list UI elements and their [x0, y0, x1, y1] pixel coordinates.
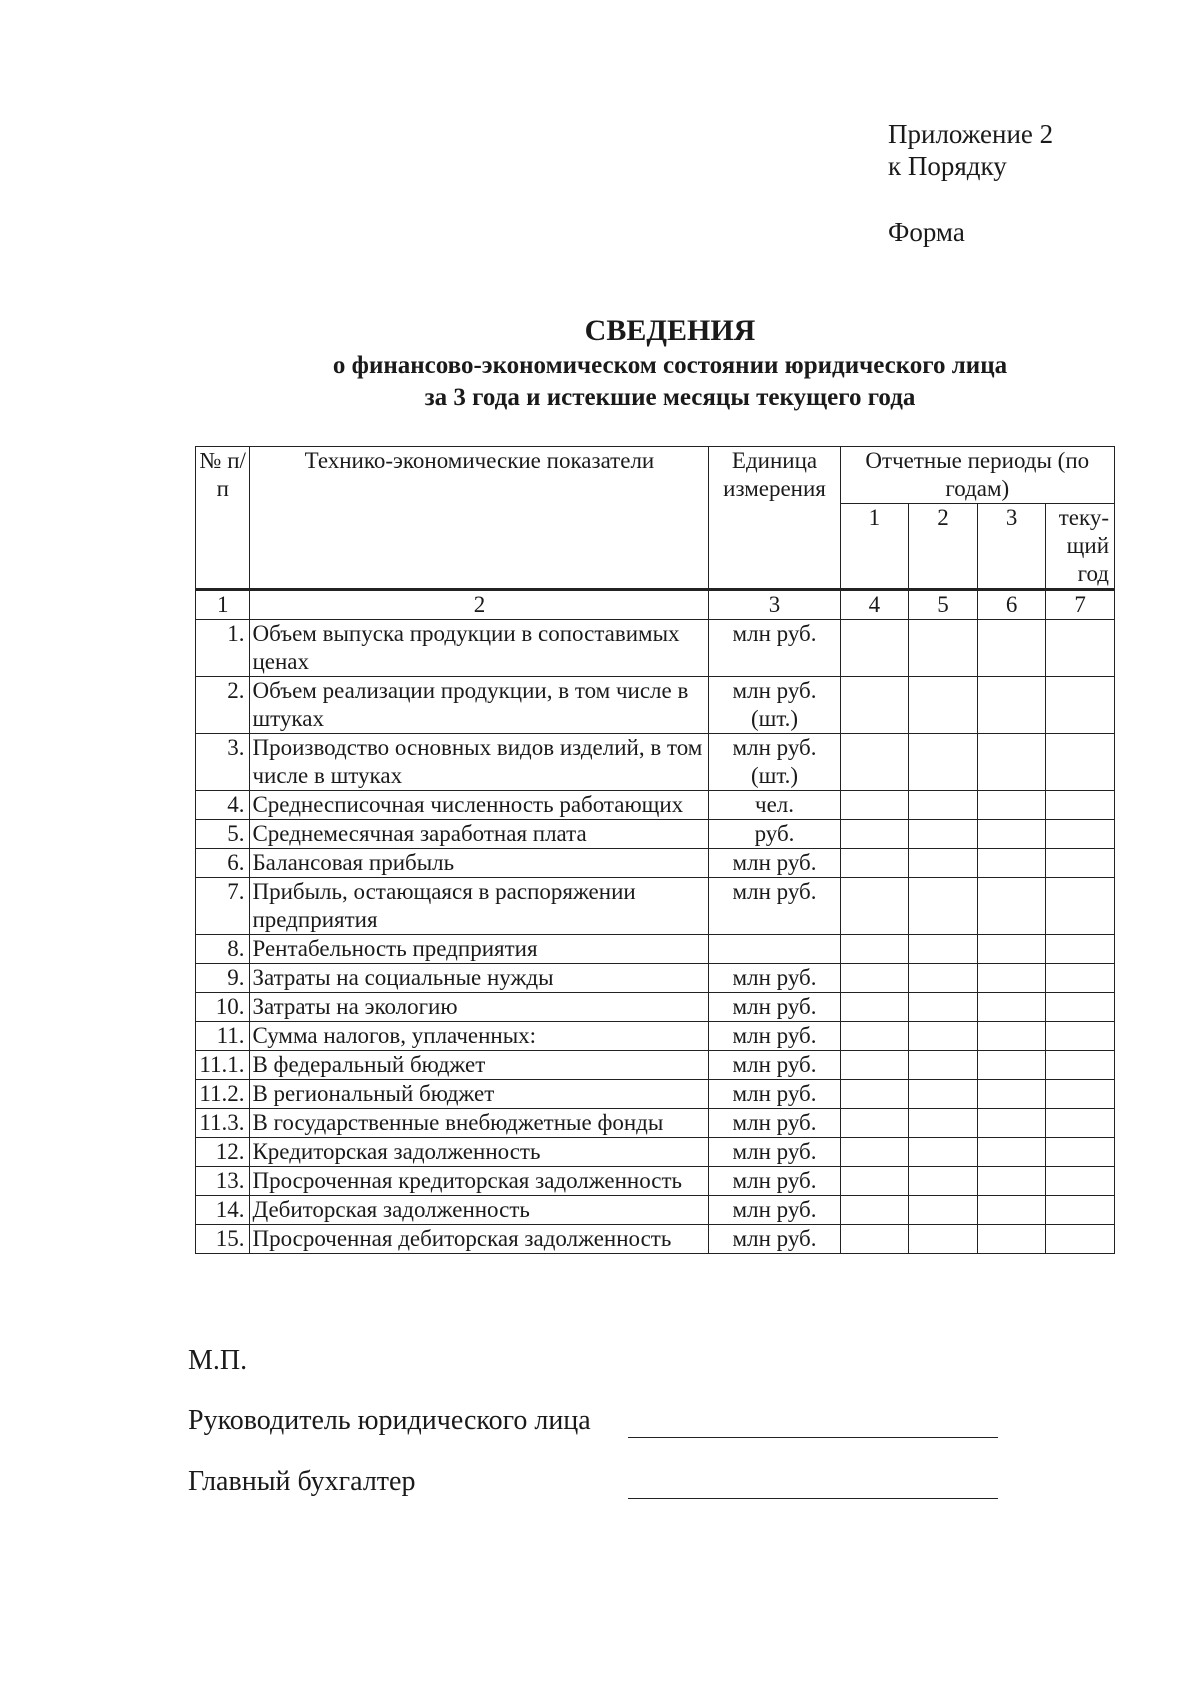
table-row	[196, 1167, 1115, 1196]
row-num: 1.	[196, 620, 250, 677]
table-row	[196, 935, 1115, 964]
row-period-2-value[interactable]	[909, 734, 978, 791]
signature-accountant-line[interactable]	[628, 1498, 998, 1499]
form-label: Форма	[888, 217, 965, 247]
row-period-3-value[interactable]	[977, 791, 1046, 820]
row-unit: млн руб. (шт.)	[709, 677, 840, 734]
row-period-1-value[interactable]	[840, 1138, 909, 1167]
row-period-1-value[interactable]	[840, 1022, 909, 1051]
row-unit	[709, 935, 840, 964]
row-num: 8.	[196, 935, 250, 964]
signature-accountant-label: Главный бухгалтер	[188, 1466, 416, 1497]
row-period-2-value[interactable]	[909, 1138, 978, 1167]
document-subtitle-line1: о финансово-экономическом состоянии юридического лица	[332, 352, 1008, 379]
row-period-2-value[interactable]	[909, 1167, 978, 1196]
row-unit: чел.	[709, 791, 840, 820]
row-period-current-value[interactable]	[1046, 1109, 1115, 1138]
row-period-2-value[interactable]	[909, 620, 978, 677]
row-period-3-value[interactable]	[977, 1196, 1046, 1225]
row-period-1-value[interactable]	[840, 1196, 909, 1225]
header-periods: Отчетные периоды (по годам)	[840, 447, 1114, 504]
row-period-3-value[interactable]	[977, 1225, 1046, 1254]
row-period-current-value[interactable]	[1046, 1080, 1115, 1109]
row-indicator: Рентабельность предприятия	[250, 935, 709, 964]
row-indicator: Затраты на социальные нужды	[250, 964, 709, 993]
row-indicator: Затраты на экологию	[250, 993, 709, 1022]
row-period-3-value[interactable]	[977, 964, 1046, 993]
row-period-current-value[interactable]	[1046, 1051, 1115, 1080]
row-period-2-value[interactable]	[909, 935, 978, 964]
row-period-3-value[interactable]	[977, 820, 1046, 849]
row-period-3-value[interactable]	[977, 677, 1046, 734]
row-num: 6.	[196, 849, 250, 878]
row-period-2-value[interactable]	[909, 1051, 978, 1080]
row-period-1-value[interactable]	[840, 964, 909, 993]
table-row	[196, 1080, 1115, 1109]
table-row	[196, 734, 1115, 791]
row-period-1-value[interactable]	[840, 935, 909, 964]
row-unit: млн руб.	[709, 1225, 840, 1254]
row-indicator: Сумма налогов, уплаченных:	[250, 1022, 709, 1051]
table-row	[196, 1051, 1115, 1080]
row-period-1-value[interactable]	[840, 734, 909, 791]
row-period-1-value[interactable]	[840, 791, 909, 820]
row-num: 5.	[196, 820, 250, 849]
row-unit: млн руб.	[709, 620, 840, 677]
row-period-3-value[interactable]	[977, 993, 1046, 1022]
row-period-1-value[interactable]	[840, 620, 909, 677]
row-period-3-value[interactable]	[977, 1080, 1046, 1109]
row-num: 11.2.	[196, 1080, 250, 1109]
signature-director-line[interactable]	[628, 1437, 998, 1438]
column-numbers-row	[196, 590, 1115, 620]
column-number: 7	[1046, 590, 1115, 620]
header-period-current: теку-щий год	[1046, 504, 1115, 590]
row-period-1-value[interactable]	[840, 1051, 909, 1080]
row-period-3-value[interactable]	[977, 1138, 1046, 1167]
row-period-current-value[interactable]	[1046, 677, 1115, 734]
row-period-2-value[interactable]	[909, 791, 978, 820]
row-period-2-value[interactable]	[909, 993, 978, 1022]
table-body	[196, 447, 1115, 1254]
row-period-1-value[interactable]	[840, 993, 909, 1022]
appendix-line1: Приложение 2	[888, 119, 1054, 149]
table-row	[196, 878, 1115, 935]
row-num: 7.	[196, 878, 250, 935]
row-period-1-value[interactable]	[840, 1080, 909, 1109]
row-period-2-value[interactable]	[909, 849, 978, 878]
row-indicator: Среднемесячная заработная плата	[250, 820, 709, 849]
row-period-current-value[interactable]	[1046, 1138, 1115, 1167]
header-period-1: 1	[840, 504, 909, 590]
row-indicator: Просроченная кредиторская задолженность	[250, 1167, 709, 1196]
row-period-2-value[interactable]	[909, 820, 978, 849]
row-period-1-value[interactable]	[840, 849, 909, 878]
header-unit: Единица измерения	[709, 447, 840, 590]
row-period-current-value[interactable]	[1046, 993, 1115, 1022]
header-num: № п/п	[196, 447, 250, 590]
table-row	[196, 791, 1115, 820]
row-num: 12.	[196, 1138, 250, 1167]
appendix-line2: к Порядку	[888, 151, 1007, 181]
row-period-current-value[interactable]	[1046, 1196, 1115, 1225]
table-row	[196, 1138, 1115, 1167]
header-indicator: Технико-экономические показатели	[250, 447, 709, 590]
row-unit: млн руб.	[709, 1167, 840, 1196]
row-period-3-value[interactable]	[977, 1051, 1046, 1080]
row-unit: млн руб. (шт.)	[709, 734, 840, 791]
row-period-3-value[interactable]	[977, 935, 1046, 964]
row-num: 9.	[196, 964, 250, 993]
table-row	[196, 993, 1115, 1022]
row-period-current-value[interactable]	[1046, 849, 1115, 878]
row-num: 11.	[196, 1022, 250, 1051]
header-period-2: 2	[909, 504, 978, 590]
row-period-current-value[interactable]	[1046, 1225, 1115, 1254]
row-period-current-value[interactable]	[1046, 964, 1115, 993]
row-period-1-value[interactable]	[840, 820, 909, 849]
row-indicator: Просроченная дебиторская задолженность	[250, 1225, 709, 1254]
row-period-1-value[interactable]	[840, 1167, 909, 1196]
document-subtitle-line2: за 3 года и истекшие месяцы текущего года	[424, 384, 916, 411]
row-period-1-value[interactable]	[840, 1225, 909, 1254]
row-period-3-value[interactable]	[977, 1022, 1046, 1051]
row-period-3-value[interactable]	[977, 1109, 1046, 1138]
row-period-2-value[interactable]	[909, 1022, 978, 1051]
row-indicator: Объем выпуска продукции в сопоставимых ценах	[250, 620, 709, 677]
column-number: 6	[977, 590, 1046, 620]
row-unit: руб.	[709, 820, 840, 849]
row-period-current-value[interactable]	[1046, 1167, 1115, 1196]
row-unit: млн руб.	[709, 1080, 840, 1109]
row-num: 14.	[196, 1196, 250, 1225]
row-period-3-value[interactable]	[977, 849, 1046, 878]
row-num: 11.1.	[196, 1051, 250, 1080]
table-row	[196, 1109, 1115, 1138]
row-period-current-value[interactable]	[1046, 734, 1115, 791]
row-unit: млн руб.	[709, 1109, 840, 1138]
row-indicator: Производство основных видов изделий, в том числе в штуках	[250, 734, 709, 791]
row-num: 2.	[196, 677, 250, 734]
row-indicator: Среднесписочная численность работающих	[250, 791, 709, 820]
header-row	[196, 447, 1115, 504]
row-unit: млн руб.	[709, 993, 840, 1022]
row-period-1-value[interactable]	[840, 1109, 909, 1138]
row-indicator: Кредиторская задолженность	[250, 1138, 709, 1167]
row-indicator: В федеральный бюджет	[250, 1051, 709, 1080]
row-num: 15.	[196, 1225, 250, 1254]
column-number: 3	[709, 590, 840, 620]
title-block	[0, 312, 1200, 414]
table-row	[196, 1022, 1115, 1051]
row-unit: млн руб.	[709, 849, 840, 878]
row-period-3-value[interactable]	[977, 1167, 1046, 1196]
row-indicator: Балансовая прибыль	[250, 849, 709, 878]
row-period-2-value[interactable]	[909, 1109, 978, 1138]
table-row	[196, 964, 1115, 993]
table-row	[196, 620, 1115, 677]
signature-director-label: Руководитель юридического лица	[188, 1405, 591, 1436]
stamp-label: М.П.	[188, 1345, 248, 1376]
table-row	[196, 849, 1115, 878]
document-title: СВЕДЕНИЯ	[584, 314, 756, 347]
appendix-block	[888, 118, 1053, 248]
row-period-2-value[interactable]	[909, 1225, 978, 1254]
column-number: 4	[840, 590, 909, 620]
row-indicator: В региональный бюджет	[250, 1080, 709, 1109]
row-unit: млн руб.	[709, 1051, 840, 1080]
row-period-1-value[interactable]	[840, 677, 909, 734]
row-indicator: В государственные внебюджетные фонды	[250, 1109, 709, 1138]
row-unit: млн руб.	[709, 1138, 840, 1167]
row-period-current-value[interactable]	[1046, 1022, 1115, 1051]
column-number: 1	[196, 590, 250, 620]
table-row	[196, 1225, 1115, 1254]
column-number: 5	[909, 590, 978, 620]
table-row	[196, 677, 1115, 734]
row-period-1-value[interactable]	[840, 878, 909, 935]
row-num: 13.	[196, 1167, 250, 1196]
column-number: 2	[250, 590, 709, 620]
table-row	[196, 1196, 1115, 1225]
row-period-3-value[interactable]	[977, 878, 1046, 935]
indicators-table	[195, 446, 1115, 1254]
row-period-current-value[interactable]	[1046, 935, 1115, 964]
row-period-3-value[interactable]	[977, 620, 1046, 677]
row-num: 11.3.	[196, 1109, 250, 1138]
row-unit: млн руб.	[709, 1022, 840, 1051]
row-num: 4.	[196, 791, 250, 820]
row-indicator: Дебиторская задолженность	[250, 1196, 709, 1225]
row-period-2-value[interactable]	[909, 1080, 978, 1109]
header-period-3: 3	[977, 504, 1046, 590]
signature-accountant	[188, 1466, 415, 1498]
row-indicator: Объем реализации продукции, в том числе в штуках	[250, 677, 709, 734]
row-period-current-value[interactable]	[1046, 878, 1115, 935]
row-period-2-value[interactable]	[909, 1196, 978, 1225]
row-num: 10.	[196, 993, 250, 1022]
row-period-current-value[interactable]	[1046, 820, 1115, 849]
row-unit: млн руб.	[709, 1196, 840, 1225]
row-indicator: Прибыль, остающаяся в распоряжении предприятия	[250, 878, 709, 935]
row-period-2-value[interactable]	[909, 878, 978, 935]
row-period-2-value[interactable]	[909, 964, 978, 993]
row-period-2-value[interactable]	[909, 677, 978, 734]
row-unit: млн руб.	[709, 964, 840, 993]
row-period-current-value[interactable]	[1046, 620, 1115, 677]
row-num: 3.	[196, 734, 250, 791]
table-row	[196, 820, 1115, 849]
row-period-current-value[interactable]	[1046, 791, 1115, 820]
row-period-3-value[interactable]	[977, 734, 1046, 791]
row-unit: млн руб.	[709, 878, 840, 935]
signature-director	[188, 1405, 591, 1437]
